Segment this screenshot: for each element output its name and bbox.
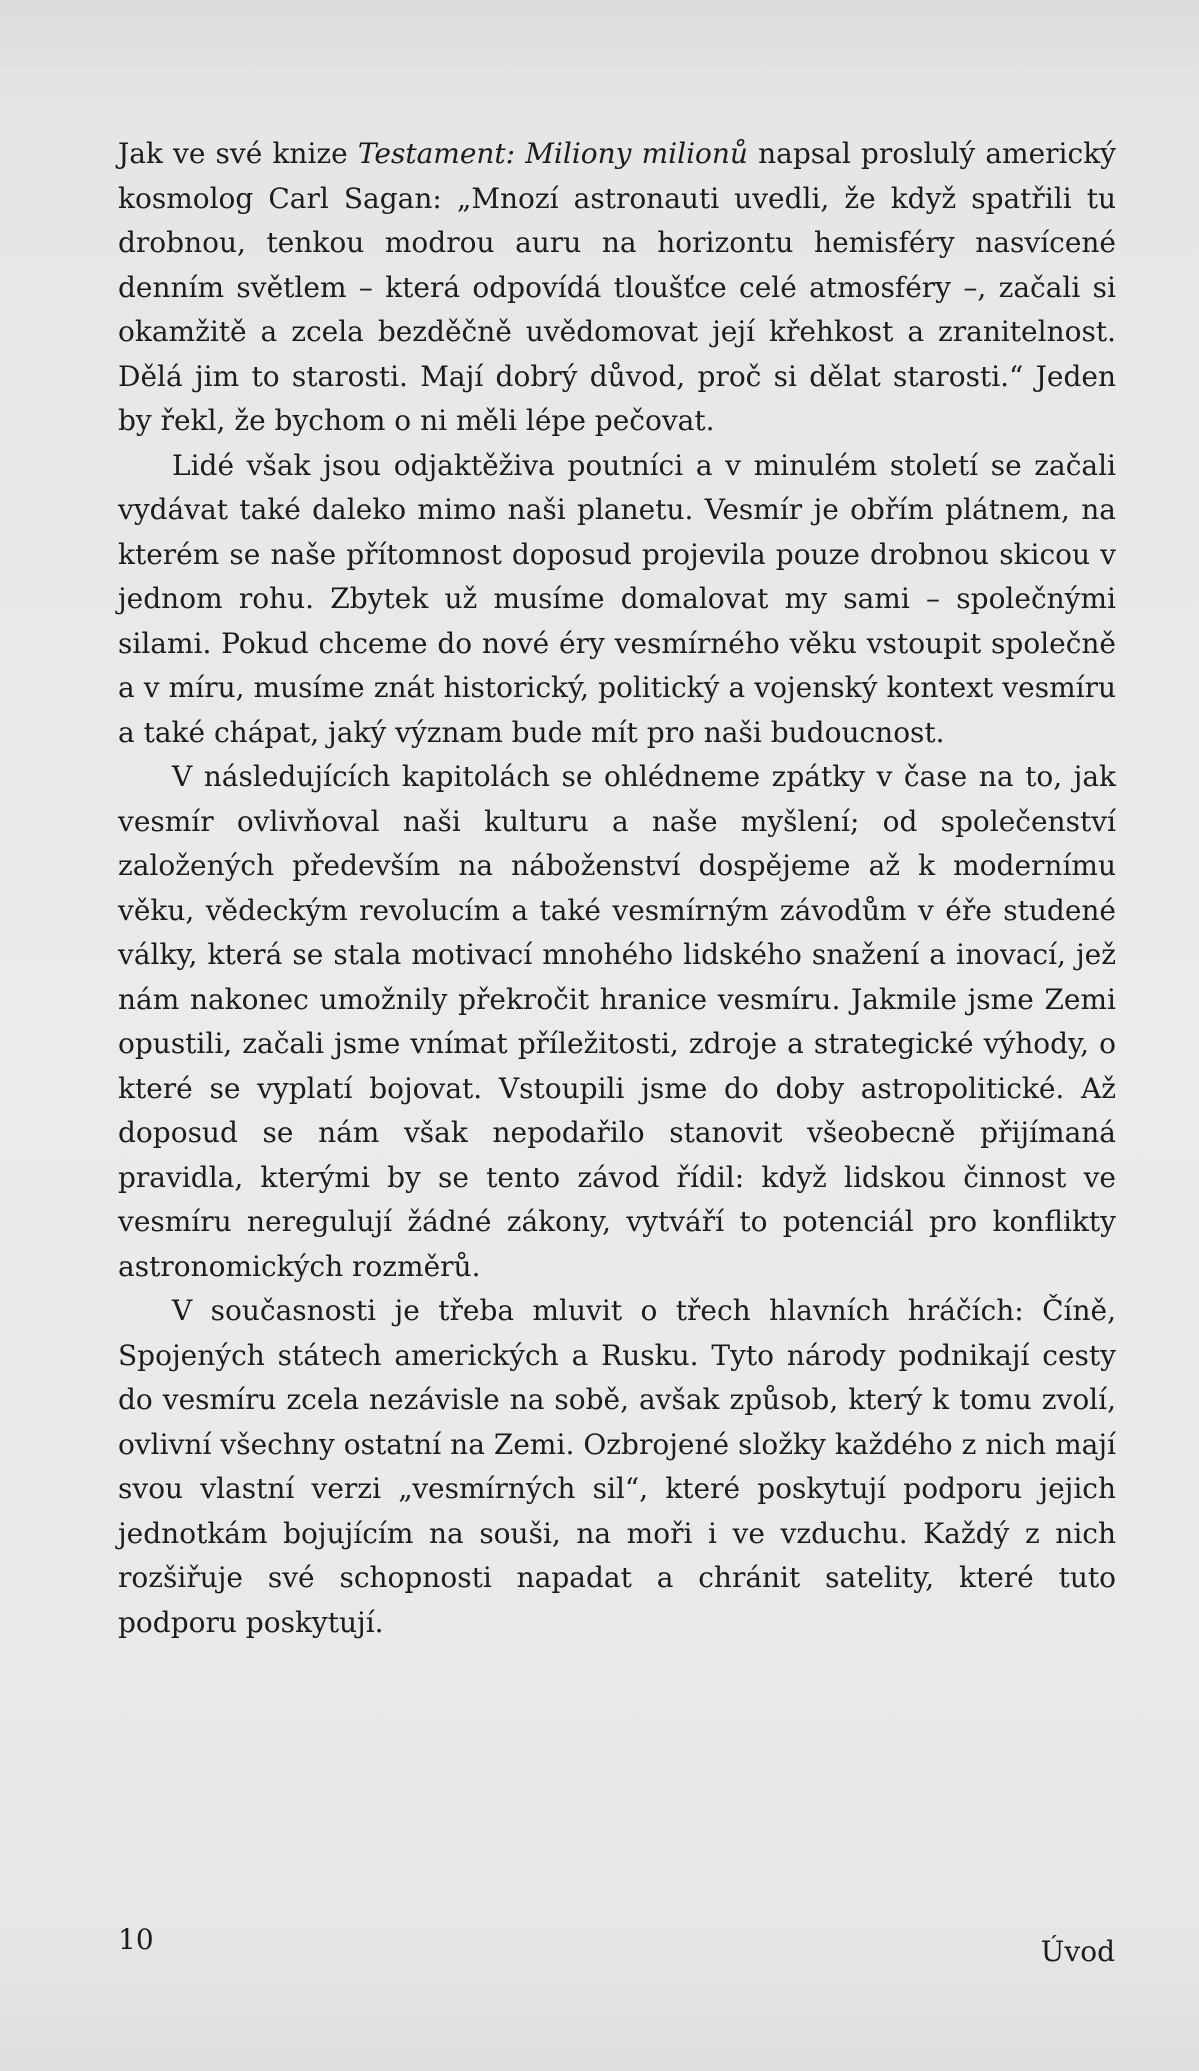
paragraph-1-intro: Jak ve své knize <box>118 137 358 170</box>
section-title: Úvod <box>1040 1935 1115 1968</box>
page-number: 10 <box>118 1923 154 1956</box>
body-text <box>118 132 1116 1645</box>
paragraph-4: V současnosti je třeba mluvit o třech hlavních hráčích: Číně, Spojených státech amerických a Rusku. Tyto národy podnikají cesty do vesmíru zcela nezávisle na sobě, avšak způsob, který k tomu zvolí, ovlivní všechny ostatní na Zemi. Ozbrojené složky každého z nich mají svou vlastní verzi „vesmírných sil“, které poskytují podporu jejich jednotkám bojujícím na souši, na moři i ve vzduchu. Každý z nich rozšiřuje své schopnosti napadat a chránit satelity, které tuto podporu poskytují. <box>118 1294 1116 1639</box>
paragraph-3: V následujících kapitolách se ohlédneme zpátky v čase na to, jak vesmír ovlivňoval naši kulturu a naše myšlení; od společenství založených především na náboženství dospějeme až k modernímu věku, vědeckým revolucím a také vesmírným závodům v éře studené války, která se stala motivací mnohého lidského snažení a inovací, jež nám nakonec umožnily překročit hranice vesmíru. Jakmile jsme Zemi opustili, začali jsme vnímat příležitosti, zdroje a strategické výhody, o které se vyplatí bojovat. Vstoupili jsme do doby astropolitické. Až doposud se nám však nepodařilo stanovit všeobecně přijímaná pravidla, kterými by se tento závod řídil: když lidskou činnost ve vesmíru neregulují žádné zákony, vytváří to potenciál pro konflikty astronomických rozměrů. <box>118 760 1116 1283</box>
paragraph-2: Lidé však jsou odjaktěživa poutníci a v minulém století se začali vydávat také daleko mimo naši planetu. Vesmír je obřím plátnem, na kterém se naše přítomnost doposud projevila pouze drobnou skicou v jednom rohu. Zbytek už musíme domalovat my sami – společnými silami. Pokud chceme do nové éry vesmírného věku vstoupit společně a v míru, musíme znát historický, politický a vojenský kontext vesmíru a také chápat, jaký význam bude mít pro naši budoucnost. <box>118 448 1116 749</box>
paragraph-1 <box>118 132 1116 444</box>
book-title: Testament: Miliony milionů <box>357 137 748 170</box>
paragraph-1-quote: napsal proslulý americký kosmolog Carl Sagan: „Mnozí astronauti uvedli, že když spatřili tu drobnou, tenkou modrou auru na horizontu hemisféry nasvícené denním světlem – která odpovídá tloušťce celé atmosféry –, začali si okamžitě a zcela bezděčně uvědomovat její křehkost a zranitelnost. Dělá jim to starosti. Mají dobrý důvod, proč si dělat starosti.“ Jeden by řekl, že bychom o ni měli lépe pečovat. <box>118 137 1116 437</box>
